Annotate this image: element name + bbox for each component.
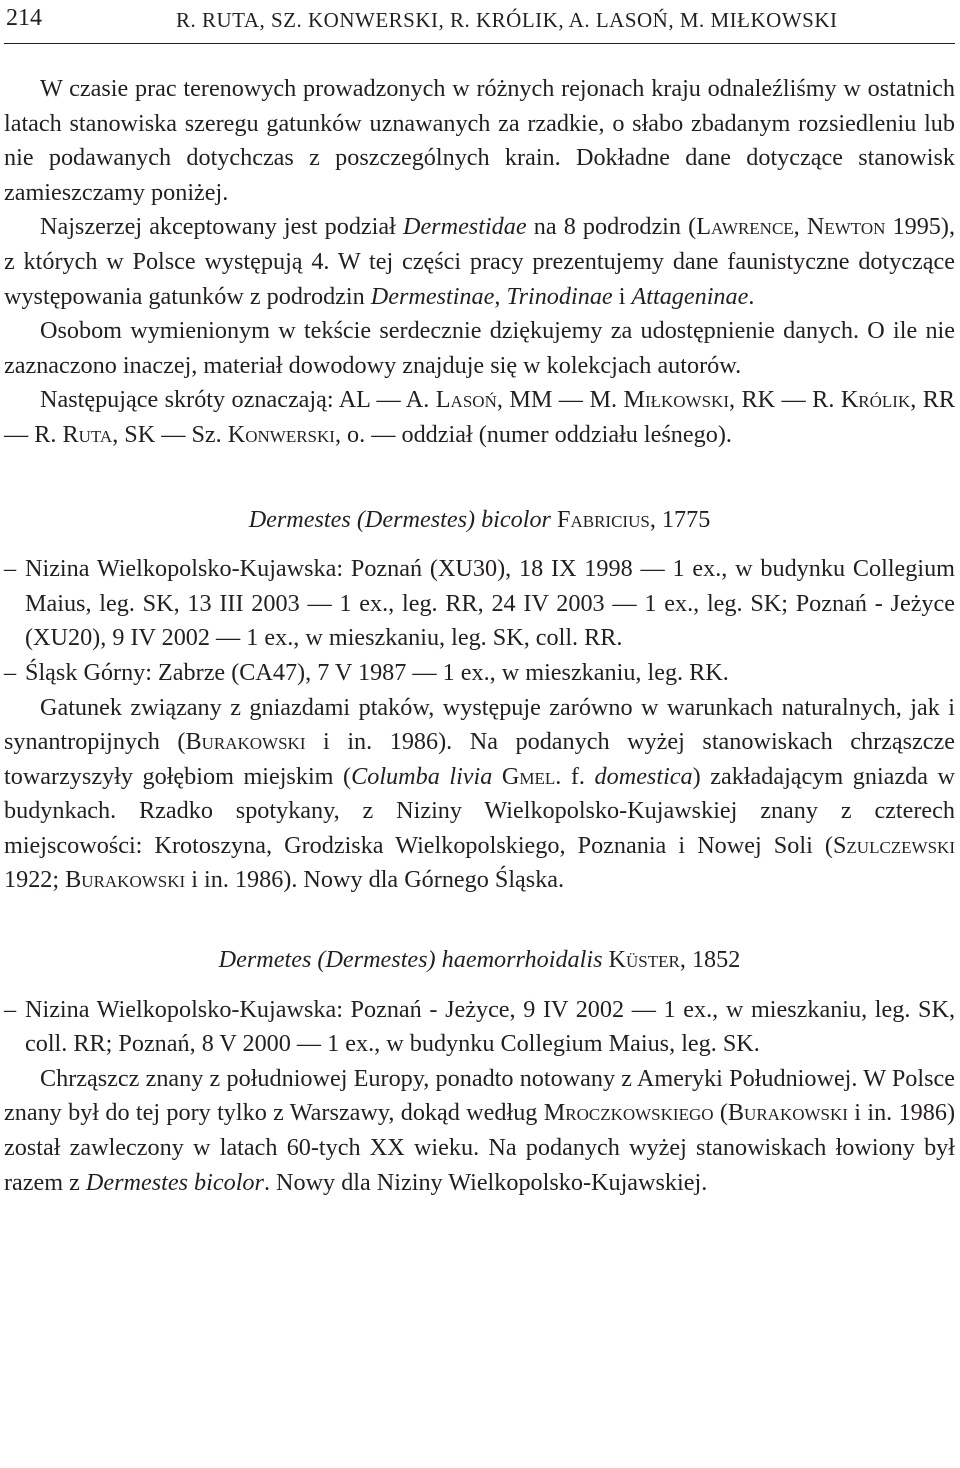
species-heading-2: Dermetes (Dermestes) haemorrhoidalis Küster, 1852 [218, 946, 741, 974]
running-head: R. RUTA, SZ. KONWERSKI, R. KRÓLIK, A. LASOŃ, M. MIŁKOWSKI [176, 8, 838, 32]
intro-paragraph-1: W czasie prac terenowych prowadzonych w różnych rejonach kraju odnaleźliśmy w ostatnich latach stanowiska szeregu gatunków uznawanych za rzadkie, o słabo zbadanym rozsiedleniu lub nie podawanych dotychczas z poszczególnych krain. Dokładne dane dotyczące stanowisk zamieszczamy poniżej. [4, 75, 955, 206]
taxon-name: Trinodinae [506, 282, 613, 310]
species-heading-1: Dermestes (Dermestes) bicolor Fabricius, 1775 [248, 505, 711, 533]
intro-paragraph-2: Najszerzej akceptowany jest podział Dermestidae na 8 podrodzin (Lawrence, Newton 1995), z których w Polsce występują 4. W tej części pracy prezentujemy dane faunistyczne dotyczące występowania gatunków z podrodzin Dermestinae, Trinodinae i Attageninae. [4, 213, 956, 310]
intro-paragraph-3: Osobom wymienionym w tekście serdecznie dziękujemy za udostępnienie danych. O ile nie zaznaczono inaczej, materiał dowodowy znajduje się w kolekcjach autorów. [4, 317, 955, 379]
species-1-record-2: – Śląsk Górny: Zabrze (CA47), 7 V 1987 — 1 ex., w mieszkaniu, leg. RK. [4, 658, 729, 686]
page-number: 214 [6, 5, 42, 31]
species-2-record-1: – Nizina Wielkopolsko-Kujawska: Poznań - Jeżyce, 9 IV 2002 — 1 ex., w mieszkaniu, leg. SK, coll. RR; Poznań, 8 V 2000 — 1 ex., w budynku Collegium Maius, leg. SK. [4, 995, 955, 1058]
article-body [4, 72, 955, 1200]
species-1-comment: Gatunek związany z gniazdami ptaków, występuje zarówno w warunkach naturalnych, jak i synantropijnych (Burakowski i in. 1986). Na podanych wyżej stanowiskach chrząszcze towarzyszyły gołębiom miejskim (Columba livia Gmel. f. domestica) zakładającym gniazda w budynkach. Rzadko spotykany, z Niziny Wielkopolsko-Kujawskiej znany z czterech miejscowości: Krotoszyna, Grodziska Wielkopolskiego, Poznania i Nowej Soli (Szulczewski 1922; Burakowski i in. 1986). Nowy dla Górnego Śląska. [4, 693, 956, 894]
taxon-name: Dermestidae [402, 213, 527, 241]
document-page [4, 0, 956, 1196]
species-2-comment: Chrząszcz znany z południowej Europy, ponadto notowany z Ameryki Południowej. W Polsce znany był do tej pory tylko z Warszawy, dokąd według Mroczkowskiego (Burakowski i in. 1986) został zawleczony w latach 60-tych XX wieku. Na podanych wyżej stanowiskach łowiony był razem z Dermestes bicolor. Nowy dla Niziny Wielkopolsko-Kujawskiej. [4, 1064, 955, 1196]
author-name: Newton [806, 213, 886, 241]
author-name: Lawrence [696, 213, 794, 241]
taxon-name: Dermestinae [370, 282, 495, 310]
abbreviations-paragraph: Następujące skróty oznaczają: AL — A. Lasoń, MM — M. Miłkowski, RK — R. Królik, RR — R. Ruta, SK — Sz. Konwerski, o. — oddział (numer oddziału leśnego). [4, 386, 955, 448]
taxon-name: Attageninae [631, 282, 749, 310]
species-1-record-1: – Nizina Wielkopolsko-Kujawska: Poznań (XU30), 18 IX 1998 — 1 ex., w budynku Collegium Maius, leg. SK, 13 III 2003 — 1 ex., leg. RR, 24 IV 2003 — 1 ex., leg. SK; Poznań - Jeżyce (XU20), 9 IV 2002 — 1 ex., w mieszkaniu, leg. SK, coll. RR. [4, 555, 955, 652]
page-header [4, 0, 955, 44]
header-rule [4, 43, 955, 44]
